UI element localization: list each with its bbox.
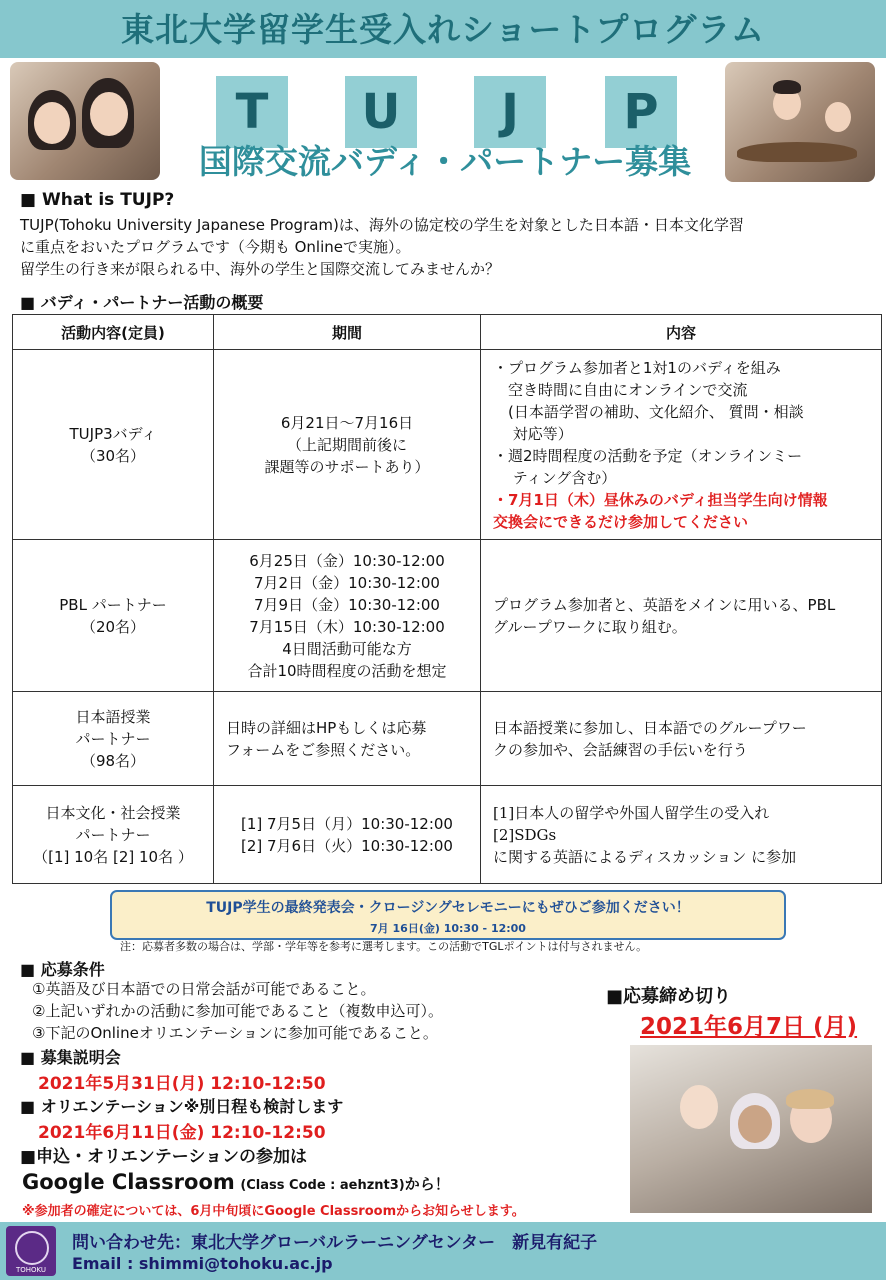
letter-u: U	[345, 76, 417, 148]
cell-activity: 日本文化・社会授業 パートナー （[1] 10名 [2] 10名 ）	[13, 786, 214, 884]
class-code: (Class Code : aehznt3)	[240, 1178, 405, 1193]
deadline-date: 2021年6月7日 (月)	[640, 1014, 858, 1040]
orientation-heading: ■ オリエンテーション※別日程も検討します	[20, 1097, 344, 1116]
requirements-heading: ■ 応募条件	[20, 960, 105, 979]
about-line: TUJP(Tohoku University Japanese Program)は、海外の協定校の学生を対象とした日本語・日本文化学習	[20, 216, 744, 234]
requirement-item: ②上記いずれかの活動に参加可能であること（複数申込可）。	[32, 1002, 443, 1020]
logo-emblem-icon	[15, 1231, 49, 1265]
about-text	[20, 214, 880, 280]
letter-t: T	[216, 76, 288, 148]
cell-content: [1]日本人の留学や外国人留学生の受入れ [2]SDGs に関する英語によるディスカッション に参加	[481, 786, 882, 884]
cell-period: [1] 7月5日（月）10:30-12:00 [2] 7月6日（火）10:30-12:00	[214, 786, 481, 884]
cell-content: 日本語授業に参加し、日本語でのグループワー クの参加や、会話練習の手伝いを行う	[481, 692, 882, 786]
banner-line2: 7月 16日(金) 10:30 - 12:00	[370, 922, 526, 935]
apply-notice: ※参加者の確定については、6月中旬頃にGoogle Classroomからお知らせします。	[22, 1204, 525, 1219]
info-session-heading: ■ 募集説明会	[20, 1048, 121, 1067]
col-period: 期間	[214, 315, 481, 350]
classroom-name: Google Classroom	[22, 1170, 235, 1194]
main-title: 東北大学留学生受入れショートプログラム	[120, 10, 766, 49]
requirements-list	[32, 978, 612, 1044]
cell-period: 6月25日（金）10:30-12:00 7月2日（金）10:30-12:00 7月9日（金）10:30-12:00 7月15日（木）10:30-12:00 4日間活動可能な方 合計10時間程度の活動を想定	[214, 540, 481, 692]
photo-participants	[630, 1045, 872, 1213]
cell-content: ・プログラム参加者と1対1のバディを組み 空き時間に自由にオンラインで交流 (日本語学習の補助、文化紹介、 質問・相談 対応等） ・週2時間程度の活動を予定（オンラインミー ティング含む） ・7月1日（木）昼休みのバディ担当学生向け情報 交換会にできるだけ参加してください	[481, 350, 882, 540]
tohoku-logo	[6, 1226, 56, 1276]
letter-p: P	[605, 76, 677, 148]
photo-students-right	[725, 62, 875, 182]
requirement-item: ③下記のOnlineオリエンテーションに参加可能であること。	[32, 1024, 438, 1042]
about-heading: ■ What is TUJP?	[20, 190, 175, 210]
selection-note: 注：応募者多数の場合は、学部・学年等を参考に選考します。この活動でTGLポイントは付与されません。	[120, 940, 648, 953]
activities-table	[12, 314, 882, 884]
table-row	[13, 786, 882, 884]
apply-suffix: から！	[404, 1175, 450, 1193]
cell-period: 6月21日～7月16日 （上記期間前後に 課題等のサポートあり）	[214, 350, 481, 540]
banner-line1: TUJP学生の最終発表会・クロージングセレモニーにもぜひご参加ください！	[206, 900, 690, 916]
table-row	[13, 540, 882, 692]
cell-activity: 日本語授業 パートナー （98名）	[13, 692, 214, 786]
cell-activity: TUJP3バディ （30名）	[13, 350, 214, 540]
apply-line	[22, 1170, 450, 1194]
subtitle: 国際交流バディ・パートナー募集	[198, 142, 692, 181]
info-session-datetime: 2021年5月31日(月) 12:10-12:50	[38, 1074, 326, 1094]
closing-ceremony-banner	[110, 890, 786, 940]
deadline-heading: ■応募締め切り	[606, 986, 732, 1007]
orientation-datetime: 2021年6月11日(金) 12:10-12:50	[38, 1123, 326, 1143]
about-line: 留学生の行き来が限られる中、海外の学生と国際交流してみませんか？	[20, 260, 501, 278]
col-content: 内容	[481, 315, 882, 350]
email-link[interactable]: Email : shimmi@tohoku.ac.jp	[72, 1254, 333, 1273]
logo-text: TOHOKU	[15, 1266, 47, 1274]
apply-heading: ■申込・オリエンテーションの参加は	[20, 1147, 308, 1167]
letter-j: J	[474, 76, 546, 148]
cell-activity: PBL パートナー （20名）	[13, 540, 214, 692]
overview-heading: ■ バディ・パートナー活動の概要	[20, 293, 264, 312]
table-row	[13, 350, 882, 540]
photo-students-left	[10, 62, 160, 180]
table-row	[13, 692, 882, 786]
cell-period: 日時の詳細はHPもしくは応募 フォームをご参照ください。	[214, 692, 481, 786]
col-activity: 活動内容(定員)	[13, 315, 214, 350]
table-header-row	[13, 315, 882, 350]
requirement-item: ①英語及び日本語での日常会話が可能であること。	[32, 980, 376, 998]
about-line: に重点をおいたプログラムです（今期も Onlineで実施）。	[20, 238, 411, 256]
cell-content: プログラム参加者と、英語をメインに用いる、PBL グループワークに取り組む。	[481, 540, 882, 692]
contact-line: 問い合わせ先：東北大学グローバルラーニングセンター 新見有紀子	[72, 1233, 598, 1253]
